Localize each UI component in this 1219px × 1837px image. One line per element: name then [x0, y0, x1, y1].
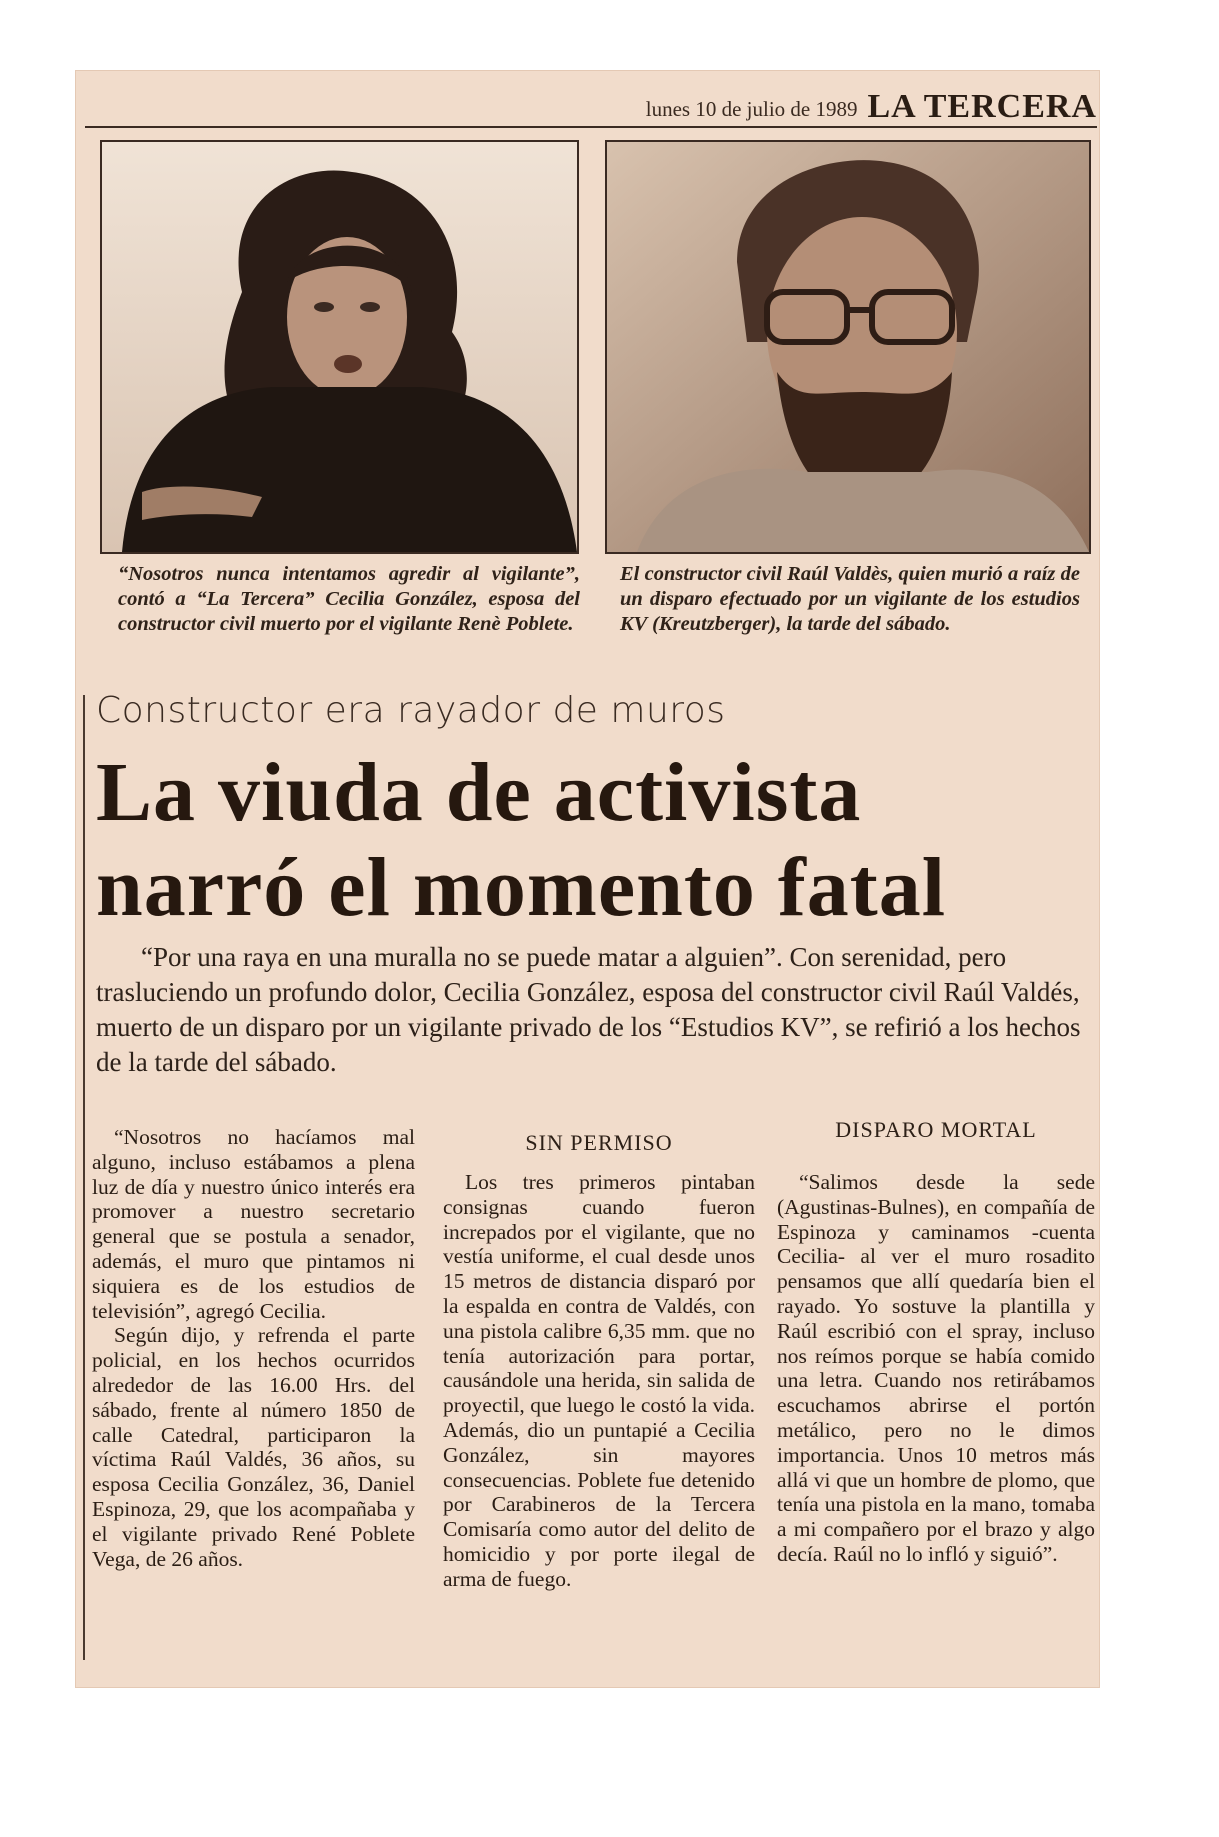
- article-column-2: [443, 1170, 755, 1592]
- headline-line-2: narró el momento fatal: [96, 841, 947, 934]
- article-headline: [96, 745, 1101, 935]
- article-lede: “Por una raya en una muralla no se puede matar a alguien”. Con serenidad, pero trasluciendo un profundo dolor, Cecilia González, esposa del constructor civil Raúl Valdés, muerto de un disparo por un vigilante privado de los “Estudios KV”, se refirió a los hechos de la tarde del sábado.: [96, 942, 1081, 1077]
- column-1-paragraph-1: “Nosotros no hacíamos mal alguno, incluso estábamos a plena luz de día y nuestro único interés era promover a nuestro secretario general que se postula a senador, además, el muro que pintamos ni siquiera es de los estudios de televisión”, agregó Cecilia.: [92, 1125, 415, 1323]
- subhead-sin-permiso: SIN PERMISO: [525, 1130, 673, 1155]
- headline-line-1: La viuda de activista: [96, 746, 862, 839]
- masthead: [545, 86, 1097, 126]
- masthead-rule: [85, 126, 1097, 128]
- article-kicker: Constructor era rayador de muros: [96, 690, 726, 731]
- column-3-paragraph-1: “Salimos desde la sede (Agustinas-Bulnes), en compañía de Espinoza y caminamos -cuenta Cecilia- al ver el muro rosadito pensamos que allí quedaría bien el rayado. Yo sostuve la plantilla y Raúl escribió con el spray, incluso nos reímos porque se había comido una letra. Cuando nos retirábamos escuchamos abrirse el portón metálico, pero no le dimos importancia. Unos 10 metros más allá vi que un hombre de plomo, que tenía una pistola en la mano, tomaba a mi compañero por el brazo y algo decía. Raúl no lo infló y siguió”.: [777, 1170, 1095, 1566]
- newspaper-name: LA TERCERA: [867, 88, 1097, 125]
- photo-cecilia-gonzalez: [100, 140, 579, 554]
- column-2-paragraph-1: Los tres primeros pintaban consignas cuando fueron increpados por el vigilante, que no vestía uniforme, el cual desde unos 15 metros de distancia disparó por la espalda en contra de Valdés, con una pistola calibre 6,35 mm. que no tenía autorización para portar, causándole una herida, sin salida de proyectil, que luego le costó la vida. Además, dio un puntapié a Cecilia González, sin mayores consecuencias. Poblete fue detenido por Carabineros de la Tercera Comisaría como autor del delito de homicidio y por porte ilegal de arma de fuego.: [443, 1170, 755, 1591]
- masthead-date: lunes 10 de julio de 1989: [645, 97, 858, 121]
- photo-raul-valdes: [605, 140, 1091, 554]
- article-column-3: [777, 1170, 1095, 1567]
- photo-caption-right: El constructor civil Raúl Valdès, quien murió a raíz de un disparo efectuado por un vigilante de los estudios KV (Kreutzberger), la tarde del sábado.: [620, 563, 1080, 635]
- column-1-paragraph-2: Según dijo, y refrenda el parte policial, en los hechos ocurridos alrededor de las 16.00 Hrs. del sábado, frente al número 1850 de calle Catedral, participaron la víctima Raúl Valdés, 36 años, su esposa Cecilia González, 36, Daniel Espinoza, 29, que los acompañaba y el vigilante privado René Poblete Vega, de 26 años.: [92, 1323, 415, 1571]
- photo-caption-left: “Nosotros nunca intentamos agredir al vigilante”, contó a “La Tercera” Cecilia González, esposa del constructor civil muerto por el vigilante Renè Poblete.: [118, 563, 580, 635]
- column-rule: [83, 695, 85, 1660]
- subhead-disparo-mortal: DISPARO MORTAL: [835, 1117, 1037, 1142]
- article-column-1: [92, 1125, 415, 1571]
